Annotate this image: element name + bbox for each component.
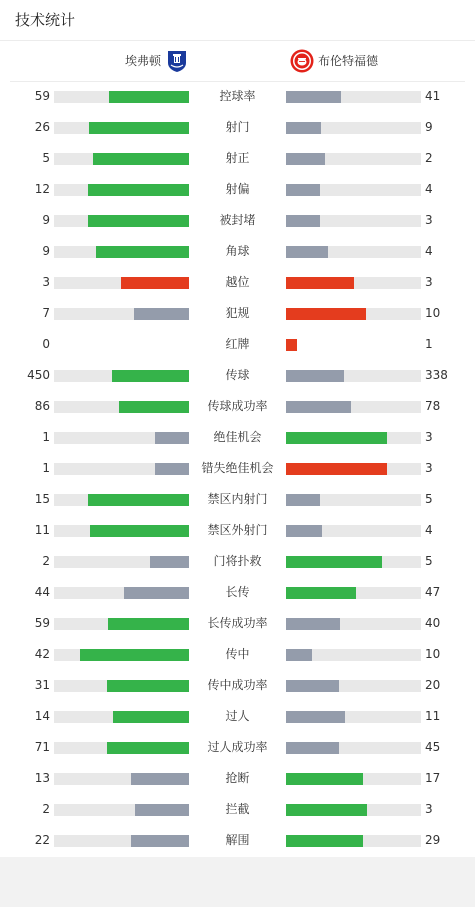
home-value: 450 xyxy=(27,368,50,382)
away-value: 1 xyxy=(425,337,433,351)
away-bar-fill xyxy=(286,587,356,599)
home-value: 13 xyxy=(34,771,50,785)
away-bar-fill xyxy=(286,432,387,444)
away-bar-fill xyxy=(286,618,340,630)
away-bar xyxy=(286,556,421,568)
home-bar xyxy=(54,835,189,847)
away-team[interactable] xyxy=(290,49,378,73)
away-bar-fill xyxy=(286,91,341,103)
away-bar xyxy=(286,680,421,692)
away-bar xyxy=(286,587,421,599)
away-value: 4 xyxy=(425,182,433,196)
home-bar xyxy=(54,401,189,413)
away-bar xyxy=(286,649,421,661)
home-bar-fill xyxy=(112,370,189,382)
away-bar-fill xyxy=(286,711,345,723)
home-value: 12 xyxy=(34,182,50,196)
home-bar-fill xyxy=(109,91,189,103)
home-value: 11 xyxy=(34,523,50,537)
home-value: 1 xyxy=(42,461,50,475)
away-value: 5 xyxy=(425,492,433,506)
stat-label: 红牌 xyxy=(225,337,250,351)
home-bar-fill xyxy=(88,215,189,227)
home-bar-fill xyxy=(108,618,189,630)
home-bar xyxy=(54,184,189,196)
away-bar xyxy=(286,277,421,289)
home-bar-fill xyxy=(131,773,189,785)
home-bar-fill xyxy=(155,432,189,444)
stat-label: 越位 xyxy=(225,275,250,289)
away-bar xyxy=(286,401,421,413)
away-bar-fill xyxy=(286,742,339,754)
home-value: 14 xyxy=(34,709,50,723)
away-bar xyxy=(286,463,421,475)
stat-row xyxy=(0,485,475,516)
brentford-crest-icon xyxy=(290,49,314,73)
away-bar-fill xyxy=(286,463,387,475)
home-bar-fill xyxy=(89,122,189,134)
away-bar xyxy=(286,618,421,630)
stat-row xyxy=(0,826,475,857)
away-bar-fill xyxy=(286,246,328,258)
home-bar-fill xyxy=(131,835,189,847)
away-value: 45 xyxy=(425,740,441,754)
stat-row xyxy=(0,175,475,206)
stat-row xyxy=(0,206,475,237)
home-bar xyxy=(54,339,189,351)
home-bar-fill xyxy=(90,525,189,537)
stat-label: 禁区内射门 xyxy=(207,492,268,506)
away-value: 41 xyxy=(425,89,441,103)
home-value: 26 xyxy=(34,120,50,134)
home-value: 59 xyxy=(34,89,50,103)
stat-row xyxy=(0,702,475,733)
home-bar xyxy=(54,153,189,165)
home-value: 71 xyxy=(34,740,50,754)
away-bar-fill xyxy=(286,494,320,506)
stat-label: 过人 xyxy=(225,709,250,723)
home-value: 0 xyxy=(42,337,50,351)
home-bar xyxy=(54,618,189,630)
away-bar-fill xyxy=(286,649,312,661)
home-value: 22 xyxy=(34,833,50,847)
away-bar xyxy=(286,184,421,196)
stat-label: 绝佳机会 xyxy=(213,430,262,444)
home-bar xyxy=(54,742,189,754)
home-bar xyxy=(54,370,189,382)
away-value: 10 xyxy=(425,306,441,320)
home-bar-fill xyxy=(135,804,189,816)
stat-label: 射门 xyxy=(225,120,250,134)
home-value: 5 xyxy=(42,151,50,165)
stat-row xyxy=(0,609,475,640)
stat-label: 传球 xyxy=(225,368,250,382)
page-title: 技术统计 xyxy=(15,11,76,29)
stat-label: 射偏 xyxy=(225,182,250,196)
home-bar-fill xyxy=(88,494,189,506)
away-bar xyxy=(286,525,421,537)
stat-row xyxy=(0,113,475,144)
away-value: 4 xyxy=(425,244,433,258)
away-bar-fill xyxy=(286,153,325,165)
away-value: 3 xyxy=(425,430,433,444)
home-bar xyxy=(54,308,189,320)
away-bar xyxy=(286,215,421,227)
away-bar-fill xyxy=(286,122,321,134)
away-bar xyxy=(286,122,421,134)
away-bar-fill xyxy=(286,401,351,413)
home-value: 42 xyxy=(34,647,50,661)
stat-row xyxy=(0,733,475,764)
away-bar-fill xyxy=(286,804,367,816)
home-value: 31 xyxy=(34,678,50,692)
away-value: 5 xyxy=(425,554,433,568)
away-value: 2 xyxy=(425,151,433,165)
home-bar xyxy=(54,525,189,537)
home-bar-fill xyxy=(121,277,189,289)
stat-row xyxy=(0,299,475,330)
home-bar xyxy=(54,122,189,134)
stat-label: 传中 xyxy=(225,647,250,661)
home-bar xyxy=(54,556,189,568)
home-bar-fill xyxy=(119,401,189,413)
stat-label: 犯规 xyxy=(225,306,250,320)
away-bar xyxy=(286,494,421,506)
home-value: 2 xyxy=(42,554,50,568)
away-value: 11 xyxy=(425,709,441,723)
stat-label: 抢断 xyxy=(225,771,250,785)
home-bar xyxy=(54,587,189,599)
home-value: 44 xyxy=(34,585,50,599)
stat-row xyxy=(0,547,475,578)
stat-row xyxy=(0,330,475,361)
stat-row xyxy=(0,82,475,113)
away-value: 40 xyxy=(425,616,441,630)
away-bar xyxy=(286,432,421,444)
home-value: 15 xyxy=(34,492,50,506)
home-value: 9 xyxy=(42,213,50,227)
stat-row xyxy=(0,454,475,485)
away-value: 4 xyxy=(425,523,433,537)
home-bar xyxy=(54,91,189,103)
away-bar xyxy=(286,246,421,258)
home-value: 86 xyxy=(34,399,50,413)
away-bar xyxy=(286,339,421,351)
home-bar-fill xyxy=(107,680,189,692)
away-value: 3 xyxy=(425,802,433,816)
stat-row xyxy=(0,640,475,671)
stat-label: 射正 xyxy=(225,151,250,165)
away-bar-fill xyxy=(286,277,354,289)
home-bar-fill xyxy=(107,742,189,754)
away-bar-fill xyxy=(286,184,320,196)
stat-row xyxy=(0,578,475,609)
away-bar-fill xyxy=(286,215,320,227)
away-value: 29 xyxy=(425,833,441,847)
away-bar xyxy=(286,773,421,785)
stat-label: 错失绝佳机会 xyxy=(201,461,274,475)
home-bar-fill xyxy=(88,184,189,196)
away-value: 9 xyxy=(425,120,433,134)
away-value: 78 xyxy=(425,399,441,413)
home-bar xyxy=(54,804,189,816)
away-value: 338 xyxy=(425,368,448,382)
home-bar-fill xyxy=(93,153,189,165)
stat-label: 被封堵 xyxy=(219,213,256,227)
home-team-name: 埃弗顿 xyxy=(124,54,161,68)
home-bar-fill xyxy=(113,711,189,723)
home-bar xyxy=(54,463,189,475)
home-bar-fill xyxy=(155,463,189,475)
home-bar xyxy=(54,773,189,785)
home-bar xyxy=(54,277,189,289)
away-value: 3 xyxy=(425,275,433,289)
stat-label: 门将扑救 xyxy=(213,554,262,568)
stat-row xyxy=(0,795,475,826)
stat-label: 过人成功率 xyxy=(207,740,268,754)
away-value: 3 xyxy=(425,461,433,475)
home-bar xyxy=(54,649,189,661)
stat-label: 控球率 xyxy=(219,89,256,103)
away-bar xyxy=(286,835,421,847)
away-team-name: 布伦特福德 xyxy=(318,54,379,68)
away-bar xyxy=(286,804,421,816)
stat-row xyxy=(0,392,475,423)
stat-row xyxy=(0,268,475,299)
home-bar-fill xyxy=(80,649,189,661)
home-value: 59 xyxy=(34,616,50,630)
home-bar xyxy=(54,680,189,692)
away-value: 47 xyxy=(425,585,441,599)
away-bar-fill xyxy=(286,525,322,537)
stat-row xyxy=(0,671,475,702)
home-bar-fill xyxy=(134,308,189,320)
home-bar xyxy=(54,494,189,506)
stat-label: 长传 xyxy=(225,585,250,599)
teams-header xyxy=(10,41,465,82)
home-team[interactable] xyxy=(125,49,189,73)
stat-label: 传球成功率 xyxy=(207,399,268,413)
away-bar-fill xyxy=(286,773,363,785)
stat-label: 传中成功率 xyxy=(207,678,268,692)
away-bar-fill xyxy=(286,556,382,568)
stat-row xyxy=(0,764,475,795)
stat-row xyxy=(0,423,475,454)
everton-crest-icon xyxy=(165,49,189,73)
home-value: 1 xyxy=(42,430,50,444)
stat-label: 解围 xyxy=(225,833,250,847)
home-bar xyxy=(54,711,189,723)
header xyxy=(0,0,475,41)
stats-list xyxy=(0,82,475,857)
stat-row xyxy=(0,144,475,175)
away-bar-fill xyxy=(286,370,344,382)
stat-label: 禁区外射门 xyxy=(207,523,268,537)
stat-row xyxy=(0,516,475,547)
home-bar xyxy=(54,432,189,444)
stat-row xyxy=(0,361,475,392)
away-bar xyxy=(286,711,421,723)
stat-label: 角球 xyxy=(225,244,250,258)
stat-label: 长传成功率 xyxy=(207,616,268,630)
away-bar xyxy=(286,91,421,103)
away-bar-fill xyxy=(286,308,366,320)
away-bar-fill xyxy=(286,339,297,351)
home-value: 2 xyxy=(42,802,50,816)
home-bar xyxy=(54,246,189,258)
away-bar-fill xyxy=(286,680,339,692)
home-value: 3 xyxy=(42,275,50,289)
stat-label: 拦截 xyxy=(225,802,250,816)
home-bar-fill xyxy=(124,587,189,599)
home-bar xyxy=(54,215,189,227)
away-value: 20 xyxy=(425,678,441,692)
home-value: 7 xyxy=(42,306,50,320)
home-bar-fill xyxy=(96,246,189,258)
away-value: 3 xyxy=(425,213,433,227)
away-bar-fill xyxy=(286,835,363,847)
home-bar-fill xyxy=(150,556,189,568)
away-bar xyxy=(286,370,421,382)
away-bar xyxy=(286,308,421,320)
home-value: 9 xyxy=(42,244,50,258)
away-bar xyxy=(286,153,421,165)
away-bar xyxy=(286,742,421,754)
stat-row xyxy=(0,237,475,268)
away-value: 17 xyxy=(425,771,441,785)
away-value: 10 xyxy=(425,647,441,661)
